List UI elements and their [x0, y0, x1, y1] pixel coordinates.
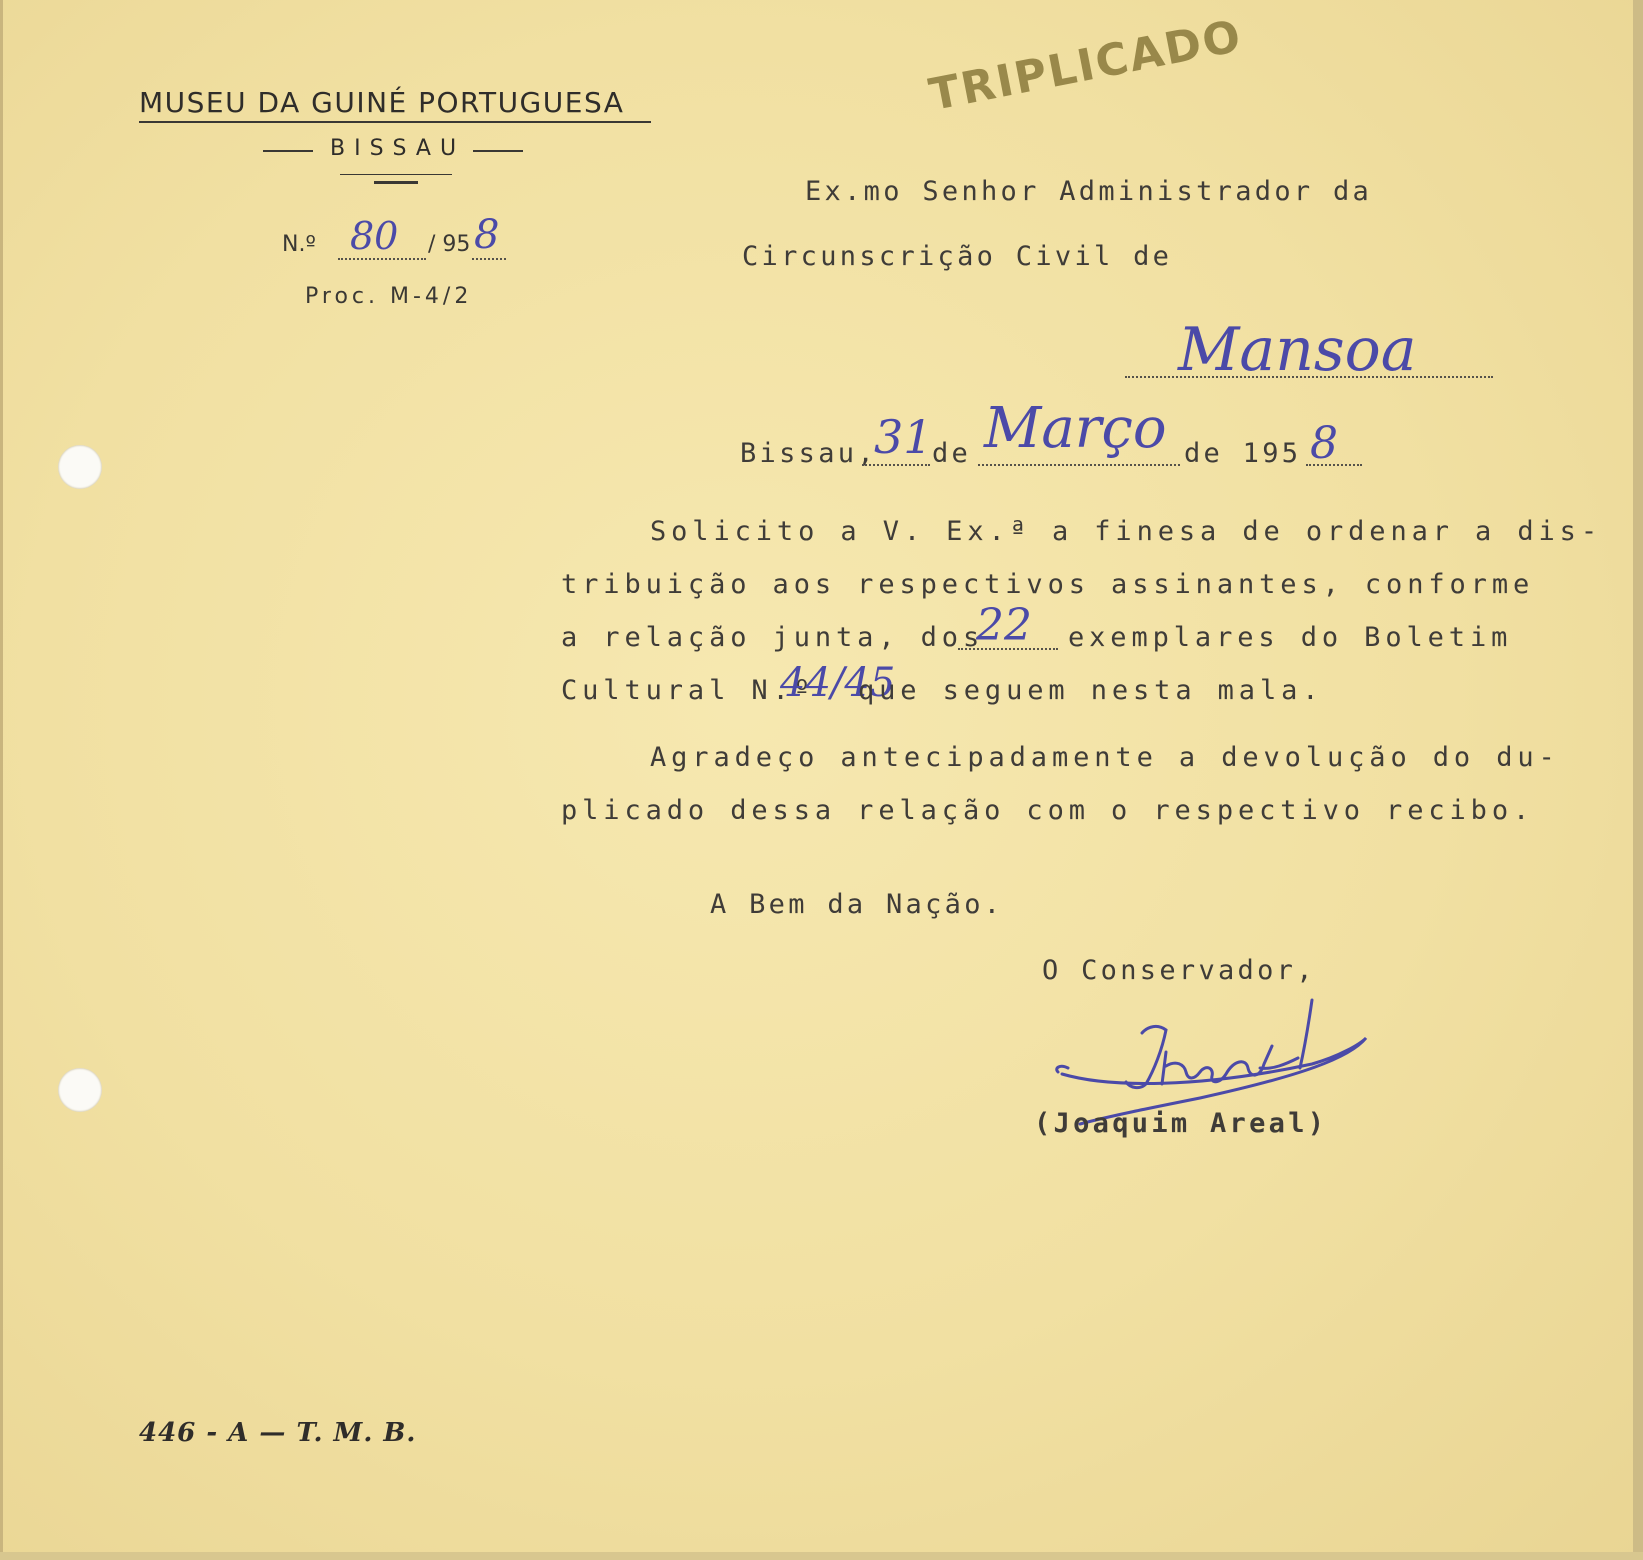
city-dash-right [473, 150, 523, 152]
punch-hole-top [58, 445, 102, 489]
body-p1-line-4a: Cultural N.º [561, 675, 815, 706]
body-p1-line-1: Solicito a V. Ex.ª a finesa de ordenar a dis- [650, 516, 1602, 547]
date-de-1: de [932, 438, 972, 469]
month-dotted-line [978, 464, 1180, 466]
handwritten-copies: 22 [976, 600, 1032, 651]
body-p1-line-2: tribuição aos respectivos assinantes, conforme [561, 569, 1535, 600]
print-code: 446 - A — T. M. B. [139, 1418, 417, 1448]
handwritten-year-digit: 8 [474, 212, 500, 258]
day-dotted-line [862, 464, 930, 466]
date-city: Bissau, [740, 438, 877, 469]
page-edge-left [0, 0, 3, 1560]
handwritten-number: 80 [350, 214, 399, 258]
institution-name: MUSEU DA GUINÉ PORTUGUESA [139, 86, 625, 119]
body-p1-line-3b: exemplares do Boletim [1068, 622, 1513, 653]
year-dotted-line [472, 258, 506, 260]
handwritten-issue: 44/45 [780, 660, 896, 706]
letterhead-city: BISSAU [330, 136, 466, 161]
place-dotted-line [1125, 376, 1493, 378]
signatory-name: (Joaquim Areal) [1034, 1108, 1328, 1139]
handwritten-year-digit-date: 8 [1310, 418, 1338, 469]
handwritten-place: Mansoa [1178, 315, 1417, 385]
signatory-title: O Conservador, [1042, 955, 1316, 986]
page-edge-bottom [0, 1552, 1643, 1560]
body-p1-line-3a: a relação junta, dos [561, 622, 985, 653]
ornament-bar [374, 181, 418, 184]
address-line-2: Circunscrição Civil de [742, 241, 1173, 272]
body-p2-line-1: Agradeço antecipadamente a devolução do du- [650, 742, 1560, 773]
number-prefix: N.º [282, 232, 316, 257]
letterhead-underline [139, 121, 651, 123]
reference-number-line [282, 232, 316, 257]
number-dotted-line [338, 258, 426, 260]
page-edge-right [1633, 0, 1643, 1560]
ornament-line [340, 174, 452, 175]
handwritten-day: 31 [874, 410, 933, 464]
year-prefix: / 95 [428, 232, 471, 257]
body-p2-line-2: plicado dessa relação com o respectivo recibo. [561, 795, 1535, 826]
body-p1-line-4b: que seguem nesta mala. [858, 675, 1324, 706]
closing-salutation: A Bem da Nação. [710, 889, 1004, 920]
process-reference: Proc. M-4/2 [305, 284, 473, 309]
punch-hole-bottom [58, 1068, 102, 1112]
date-de-year: de 195 [1184, 438, 1302, 469]
address-line-1: Ex.mo Senhor Administrador da [805, 176, 1373, 207]
handwritten-month: Março [984, 396, 1167, 461]
triplicado-stamp: TRIPLICADO [925, 10, 1247, 121]
city-dash-left [263, 150, 313, 152]
